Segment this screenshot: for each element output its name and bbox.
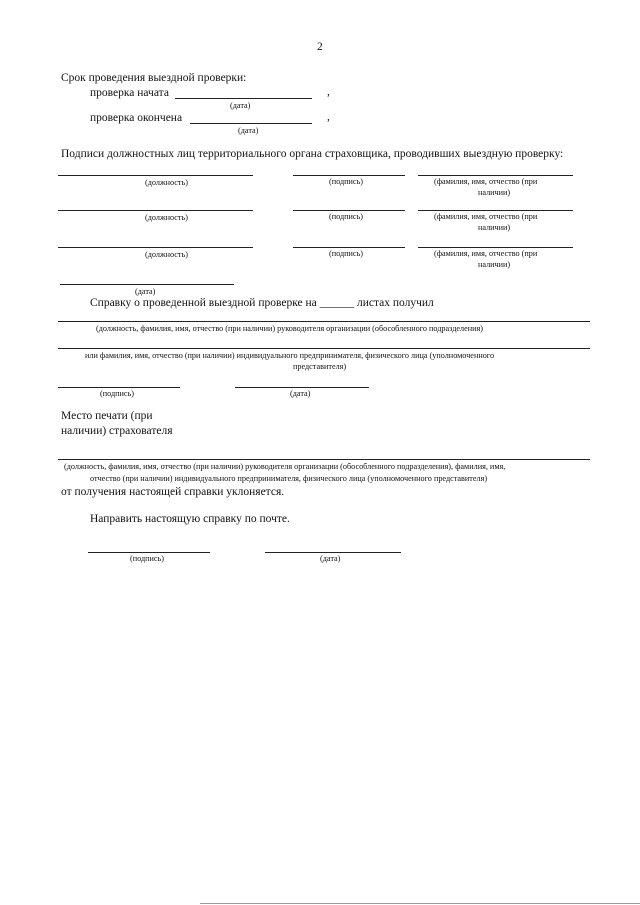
receiver-alt-line [58,348,590,349]
signatures-date-line [60,284,234,285]
name-line-3 [418,247,573,248]
position-line-2 [58,210,253,211]
stamp-line-2: наличии) страхователя [61,425,173,437]
mail-text: Направить настоящую справку по почте. [90,513,290,525]
mail-date-line [265,552,401,553]
position-caption-1: (должность) [145,178,188,187]
mail-signature-caption: (подпись) [130,554,164,563]
position-caption-3: (должность) [145,250,188,259]
receipt-text-before: Справку о проведенной выездной проверке на [90,297,317,309]
signatures-date-caption: (дата) [135,287,156,296]
signature-line-2 [293,210,405,211]
signature-line-3 [293,247,405,248]
signature-caption-1: (подпись) [329,177,363,186]
inspection-ended-comma: , [327,111,330,123]
inspection-ended-label: проверка окончена [90,112,183,124]
inspection-period-heading: Срок проведения выездной проверки: [61,72,247,84]
name-caption-1a: (фамилия, имя, отчество (при [434,177,538,186]
signature-caption-3: (подпись) [329,249,363,258]
page-number: 2 [317,41,323,53]
signature-caption-2: (подпись) [329,212,363,221]
mail-date-caption: (дата) [320,554,341,563]
signature-line-1 [293,175,405,176]
receipt-text [90,297,434,309]
signatures-heading: Подписи должностных лиц территориального органа страховщика, проводивших выездную проверку: [61,148,564,160]
position-caption-2: (должность) [145,213,188,222]
receipt-signature-line [58,387,180,388]
name-caption-2a: (фамилия, имя, отчество (при [434,212,538,221]
receiver-caption-2b: представителя) [293,362,347,371]
inspection-started-comma: , [327,86,330,98]
name-caption-1b: наличии) [478,188,511,197]
name-line-2 [418,210,573,211]
position-line-3 [58,247,253,248]
refusal-text: от получения настоящей справки уклоняется. [61,486,285,498]
refusal-caption-2: отчество (при наличии) индивидуального предпринимателя, физического лица (уполномоченного представителя) [90,474,488,483]
inspection-ended-line [190,123,312,124]
inspection-ended-date-caption: (дата) [238,126,259,135]
name-line-1 [418,175,573,176]
name-caption-3a: (фамилия, имя, отчество (при [434,249,538,258]
receipt-date-caption: (дата) [290,389,311,398]
receiver-caption-1: (должность, фамилия, имя, отчество (при наличии) руководителя организации (обособленного подразделения) [96,324,484,333]
inspection-started-label: проверка начата [90,87,169,99]
name-caption-3b: наличии) [478,260,511,269]
scan-edge-line [200,903,640,904]
receiver-caption-2a: или фамилия, имя, отчество (при наличии) индивидуального предпринимателя, физического лица (уполномоченного [85,351,495,360]
refusal-caption-1: (должность, фамилия, имя, отчество (при наличии) руководителя организации (обособленного подразделения), фамилия, имя, [64,462,506,471]
stamp-line-1: Место печати (при [61,410,153,422]
receipt-text-after: листах получил [356,297,434,309]
name-caption-2b: наличии) [478,223,511,232]
mail-signature-line [88,552,210,553]
receipt-signature-caption: (подпись) [100,389,134,398]
receiver-name-line [58,321,590,322]
receipt-date-line [235,387,369,388]
receipt-pages-blank: ______ [319,297,355,309]
refusal-name-line [58,459,590,460]
position-line-1 [58,175,253,176]
inspection-started-line [175,98,312,99]
inspection-started-date-caption: (дата) [230,101,251,110]
